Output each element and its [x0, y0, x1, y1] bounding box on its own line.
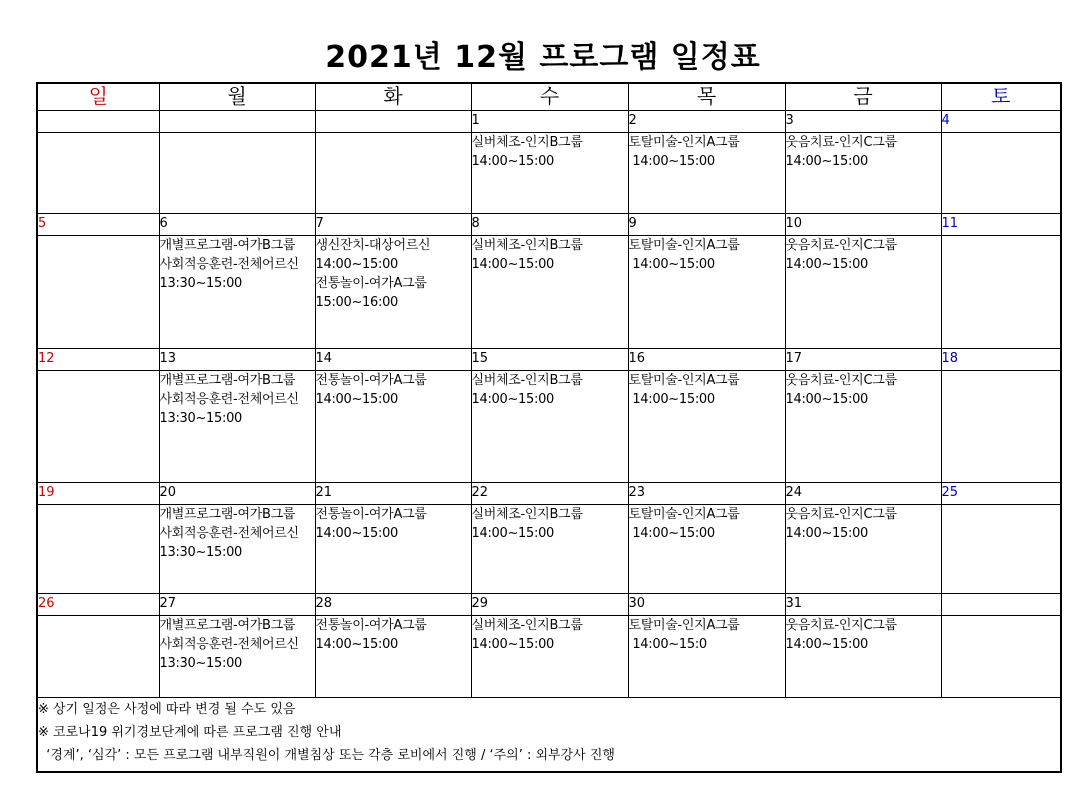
weekday-sun: 일 [37, 83, 159, 111]
weekday-header-row [37, 83, 1061, 111]
event-text: 토탈미술-인지A그룹 [628, 238, 740, 254]
date-number: 3 [785, 111, 941, 133]
event-text: 웃음치료-인지C그룹 [785, 618, 897, 634]
date-number: 8 [471, 214, 628, 236]
event-text: 14:00~15:00 [315, 257, 399, 273]
weekday-thu: 목 [628, 83, 785, 111]
event-text: 14:00~15:00 [471, 257, 555, 273]
event-cell [471, 505, 628, 594]
date-number: 28 [315, 594, 471, 616]
event-text: 14:00~15:00 [785, 391, 869, 407]
date-number: 31 [785, 594, 941, 616]
event-text: 토탈미술-인지A그룹 [628, 372, 740, 388]
date-number: 5 [37, 214, 159, 236]
event-cell [628, 236, 785, 348]
event-cell [315, 236, 471, 348]
event-text: 14:00~15:00 [628, 526, 715, 542]
date-number: 26 [37, 594, 159, 616]
schedule-table [36, 82, 1062, 773]
event-text: 개별프로그램-여가B그룹 [159, 372, 296, 388]
date-number: 2 [628, 111, 785, 133]
event-text: 실버체조-인지B그룹 [471, 507, 583, 523]
date-number: 6 [159, 214, 315, 236]
event-cell [471, 616, 628, 697]
event-cell [37, 133, 159, 214]
event-cell [315, 370, 471, 482]
event-text: 14:00~15:00 [785, 637, 869, 653]
event-text: 전통놀이-여가A그룹 [315, 507, 427, 523]
date-number: 20 [159, 483, 315, 505]
event-text: 14:00~15:00 [315, 637, 399, 653]
event-text: 사회적응훈련-전체어르신 [159, 391, 299, 407]
date-row [37, 483, 1061, 505]
event-text: 14:00~15:00 [628, 257, 715, 273]
date-number: 4 [941, 111, 1061, 133]
date-number: 29 [471, 594, 628, 616]
event-cell [315, 616, 471, 697]
event-text: 실버체조-인지B그룹 [471, 618, 583, 634]
event-row [37, 133, 1061, 214]
event-text: 14:00~15:00 [471, 154, 555, 170]
event-cell [628, 505, 785, 594]
event-text: 개별프로그램-여가B그룹 [159, 618, 296, 634]
event-cell [941, 616, 1061, 697]
event-text: 14:00~15:00 [315, 526, 399, 542]
event-cell [37, 370, 159, 482]
date-number: 10 [785, 214, 941, 236]
date-number: 25 [941, 483, 1061, 505]
date-number: 30 [628, 594, 785, 616]
date-row [37, 111, 1061, 133]
event-text: 개별프로그램-여가B그룹 [159, 507, 296, 523]
date-number: 7 [315, 214, 471, 236]
event-cell [941, 133, 1061, 214]
date-number [941, 594, 1061, 616]
event-text: 14:00~15:00 [785, 526, 869, 542]
event-cell [785, 616, 941, 697]
date-number: 13 [159, 348, 315, 370]
date-number: 23 [628, 483, 785, 505]
event-text: 웃음치료-인지C그룹 [785, 238, 897, 254]
event-cell [159, 133, 315, 214]
event-text: 13:30~15:00 [159, 410, 243, 426]
date-number: 11 [941, 214, 1061, 236]
event-text: 토탈미술-인지A그룹 [628, 618, 740, 634]
event-cell [315, 505, 471, 594]
event-text: 15:00~16:00 [315, 295, 399, 311]
event-cell [159, 616, 315, 697]
weekday-mon: 월 [159, 83, 315, 111]
event-cell [37, 236, 159, 348]
page-title: 2021년 12월 프로그램 일정표 [325, 40, 761, 75]
date-number: 27 [159, 594, 315, 616]
weekday-fri: 금 [785, 83, 941, 111]
event-text: 웃음치료-인지C그룹 [785, 135, 897, 151]
date-number: 17 [785, 348, 941, 370]
event-cell [159, 370, 315, 482]
date-number: 12 [37, 348, 159, 370]
event-cell [785, 505, 941, 594]
event-text: 13:30~15:00 [159, 656, 243, 672]
date-number: 16 [628, 348, 785, 370]
event-row [37, 370, 1061, 482]
event-cell [315, 133, 471, 214]
event-text: 전통놀이-여가A그룹 [315, 276, 427, 292]
event-text: 개별프로그램-여가B그룹 [159, 238, 296, 254]
event-row [37, 236, 1061, 348]
event-cell [471, 236, 628, 348]
event-cell [628, 370, 785, 482]
date-number: 14 [315, 348, 471, 370]
event-text: 14:00~15:0 [628, 637, 707, 653]
event-text: 사회적응훈련-전체어르신 [159, 637, 299, 653]
event-text: 사회적응훈련-전체어르신 [159, 526, 299, 542]
date-number: 9 [628, 214, 785, 236]
date-number: 22 [471, 483, 628, 505]
event-cell [628, 616, 785, 697]
event-text: 14:00~15:00 [471, 391, 555, 407]
date-number [159, 111, 315, 133]
event-text: 13:30~15:00 [159, 276, 243, 292]
event-text: 생신잔치-대상어르신 [315, 238, 431, 254]
event-cell [785, 370, 941, 482]
note-line: ※ 코로나19 위기경보단계에 따른 프로그램 진행 안내 [38, 724, 342, 740]
event-text: 14:00~15:00 [785, 154, 869, 170]
event-cell [628, 133, 785, 214]
weekday-tue: 화 [315, 83, 471, 111]
note-line: ※ 상기 일정은 사정에 따라 변경 될 수도 있음 [38, 701, 296, 717]
date-number: 19 [37, 483, 159, 505]
date-row [37, 214, 1061, 236]
event-text: 웃음치료-인지C그룹 [785, 372, 897, 388]
date-number: 18 [941, 348, 1061, 370]
event-text: 웃음치료-인지C그룹 [785, 507, 897, 523]
date-row [37, 594, 1061, 616]
date-number: 1 [471, 111, 628, 133]
date-number: 15 [471, 348, 628, 370]
event-text: 14:00~15:00 [471, 637, 555, 653]
event-text: 14:00~15:00 [628, 391, 715, 407]
date-row [37, 348, 1061, 370]
event-cell [471, 370, 628, 482]
event-text: 토탈미술-인지A그룹 [628, 135, 740, 151]
weekday-wed: 수 [471, 83, 628, 111]
event-row [37, 616, 1061, 697]
event-cell [785, 133, 941, 214]
event-cell [785, 236, 941, 348]
event-cell [37, 616, 159, 697]
event-text: 사회적응훈련-전체어르신 [159, 257, 299, 273]
event-text: 14:00~15:00 [315, 391, 399, 407]
event-cell [471, 133, 628, 214]
date-number [315, 111, 471, 133]
event-cell [941, 370, 1061, 482]
date-number [37, 111, 159, 133]
date-number: 21 [315, 483, 471, 505]
note-line: ‘경계’, ‘심각’ : 모든 프로그램 내부직원이 개별침상 또는 각층 로비에서 진행 / ‘주의’ : 외부강사 진행 [38, 747, 615, 763]
event-text: 14:00~15:00 [628, 154, 715, 170]
event-row [37, 505, 1061, 594]
event-text: 실버체조-인지B그룹 [471, 372, 583, 388]
event-cell [37, 505, 159, 594]
event-cell [159, 236, 315, 348]
event-text: 14:00~15:00 [785, 257, 869, 273]
event-text: 전통놀이-여가A그룹 [315, 618, 427, 634]
weekday-sat: 토 [941, 83, 1061, 111]
date-number: 24 [785, 483, 941, 505]
event-cell [941, 236, 1061, 348]
notes-section [37, 697, 1061, 772]
event-cell [159, 505, 315, 594]
event-text: 14:00~15:00 [471, 526, 555, 542]
event-text: 실버체조-인지B그룹 [471, 135, 583, 151]
event-text: 실버체조-인지B그룹 [471, 238, 583, 254]
event-text: 13:30~15:00 [159, 545, 243, 561]
event-text: 토탈미술-인지A그룹 [628, 507, 740, 523]
event-text: 전통놀이-여가A그룹 [315, 372, 427, 388]
event-cell [941, 505, 1061, 594]
